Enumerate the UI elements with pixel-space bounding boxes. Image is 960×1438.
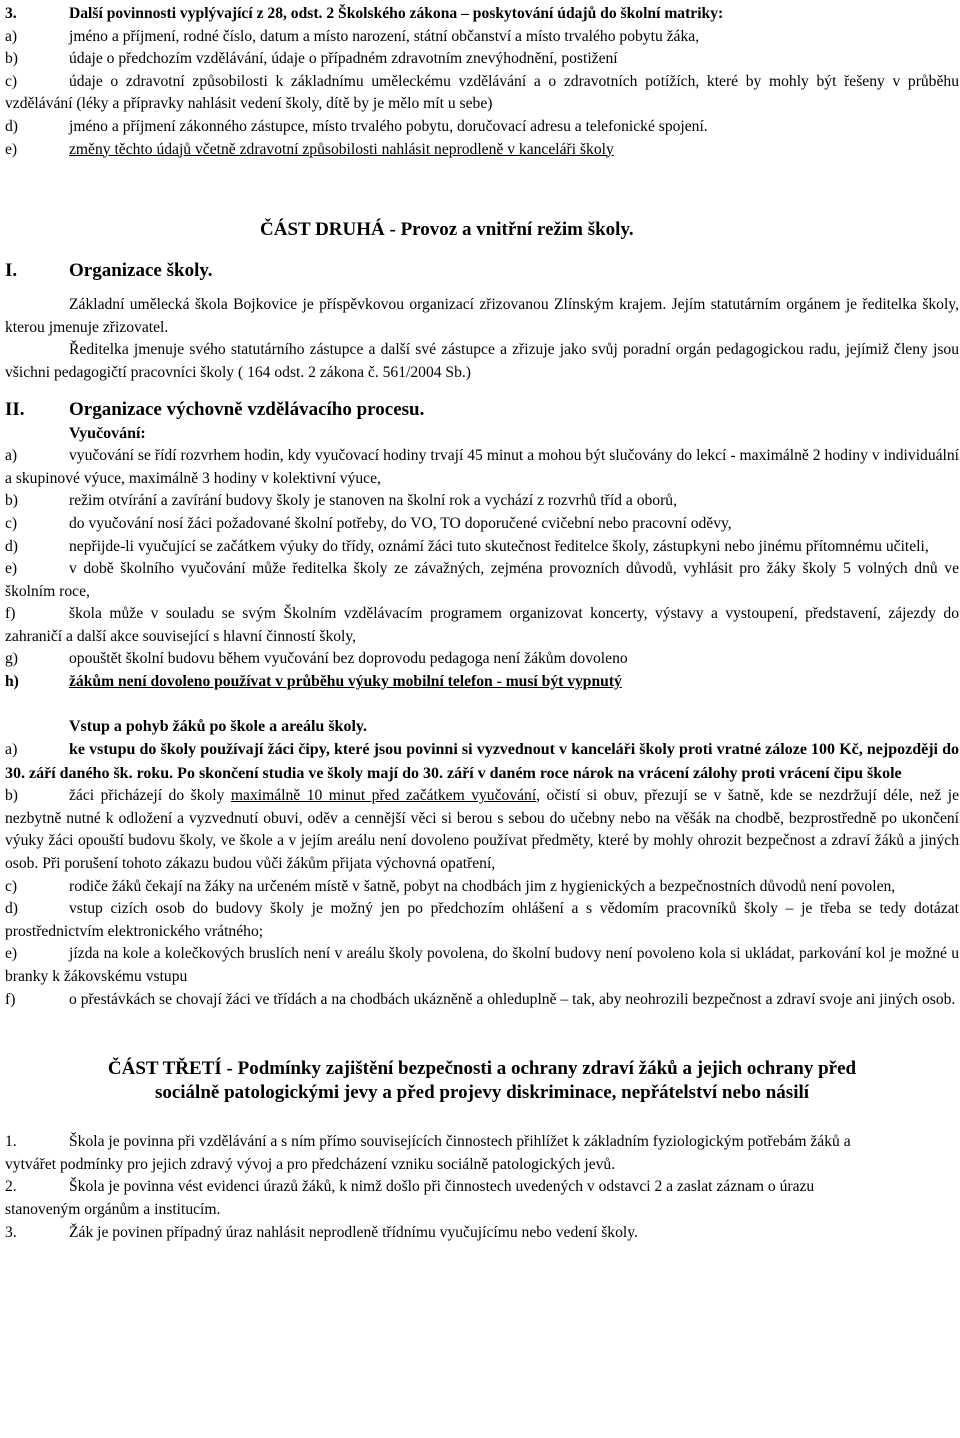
s3-item-a-text: jméno a příjmení, rodné číslo, datum a místo narození, státní občanství a místo trvalého pobytu žáka, — [69, 27, 700, 45]
vyucovani-item-1 — [5, 490, 959, 513]
part-three-title-line-2: sociálně patologickými jevy a před projevy diskriminace, nepřátelství nebo násilí — [154, 1082, 810, 1104]
s3-item-d-label: d) — [5, 117, 18, 135]
s3-item-b — [5, 48, 959, 71]
vyucovani-item-h-label: h) — [5, 673, 19, 691]
vyucovani-item-2 — [5, 513, 959, 536]
vyucovani-item-text: nepřijde-li vyučující se začátkem výuky do třídy, oznámí žáci tuto skutečnost ředitelce školy, zástupkyni nebo jinému přítomnému učiteli, — [69, 537, 929, 555]
vyucovani-title: Vyučování: — [69, 424, 146, 442]
vstup-item-text: vstup cizích osob do budovy školy je možný jen po předchozím ohlášení a s vědomím pracovníků školy – je třeba se tedy dotázat prostřednictvím elektronického vrátného; — [5, 900, 959, 940]
part-three-item-2 — [5, 1222, 959, 1245]
vyucovani-item-0 — [5, 445, 959, 490]
vyucovani-item-4 — [5, 558, 959, 603]
vyucovani-item-label: b) — [5, 492, 18, 510]
vyucovani-item-5 — [5, 603, 959, 648]
vyucovani-item-6 — [5, 648, 959, 671]
s3-item-e-text: změny těchto údajů včetně zdravotní způsobilosti nahlásit neprodleně v kanceláři školy — [69, 140, 614, 158]
vstup-item-a — [5, 738, 959, 785]
s3-item-d-text: jméno a příjmení zákonného zástupce, místo trvalého pobytu, doručovací adresu a telefonické spojení. — [69, 117, 708, 135]
part-three-item-number: 1. — [5, 1133, 17, 1151]
vyucovani-item-text: režim otvírání a zavírání budovy školy je stanoven na školní rok a vychází z rozvrhů tříd a oborů, — [69, 492, 677, 510]
vyucovani-item-label: e) — [5, 560, 18, 578]
s3-item-a-label: a) — [5, 27, 18, 45]
part-two-ii-title: Organizace výchovně vzdělávacího procesu. — [69, 398, 425, 420]
part-three-title-line-1: ČÁST TŘETÍ - Podmínky zajištění bezpečnosti a ochrany zdraví žáků a jejich ochrany před — [107, 1058, 857, 1080]
part-two-i-title: Organizace školy. — [69, 260, 213, 282]
part-two-title: ČÁST DRUHÁ - Provoz a vnitřní režim školy. — [260, 219, 634, 241]
part-three-list — [5, 1131, 959, 1244]
vyucovani-item-text: škola může v souladu se svým Školním vzdělávacím programem organizovat koncerty, výstavy a vystoupení, představení, zájezdy do zahraničí a další akce související s hlavní činností školy, — [5, 605, 959, 645]
s3-item-b-text: údaje o předchozím vzdělávání, údaje o případném zdravotním znevýhodnění, postižení — [69, 50, 618, 68]
vstup-item-b — [5, 785, 959, 875]
part-two-i-number: I. — [5, 260, 18, 282]
s3-item-a — [5, 26, 959, 49]
vyucovani-item-text: vyučování se řídí rozvrhem hodin, kdy vyučovací hodiny trvají 45 minut a mohou být slučovány do lekcí - maximálně 2 hodiny v individuální a skupinové výuce, maximálně 3 hodiny v kolektivní výuce, — [5, 447, 959, 487]
vstup-item-0 — [5, 876, 959, 899]
vstup-item-2 — [5, 943, 959, 988]
part-two-ii-heading — [5, 397, 959, 423]
part-two-paragraph-2: Ředitelka jmenuje svého statutárního zástupce a další své zástupce a zřizuje jako svůj poradní orgán pedagogickou radu, jejímiž členy jsou všichni pedagogičtí pracovníci školy ( 164 odst. 2 zákona č. 561/2004 Sb.) — [5, 341, 959, 381]
part-three-item-number: 3. — [5, 1223, 17, 1241]
vstup-item-text: rodiče žáků čekají na žáky na určeném místě v šatně, pobyt na chodbách jim z hygienických a bezpečnostních důvodů není povolen, — [69, 877, 896, 895]
s3-item-e-label: e) — [5, 140, 18, 158]
vstup-item-b-text-start: žáci přicházejí do školy — [69, 787, 231, 805]
vstup-item-label: e) — [5, 945, 18, 963]
vyucovani-item-label: a) — [5, 447, 18, 465]
vyucovani-item-h-text: žákům není dovoleno používat v průběhu výuky mobilní telefon - musí být vypnutý — [69, 673, 622, 691]
vyucovani-item-h — [5, 671, 959, 694]
vstup-item-a-label: a) — [5, 741, 18, 759]
part-three-item-1 — [5, 1176, 959, 1221]
vstup-item-b-underlined: maximálně 10 minut před začátkem vyučování — [230, 787, 537, 805]
part-three-item-text: Škola je povinna vést evidenci úrazů žáků, k nimž došlo při činnostech uvedených v odstavci 2 a zaslat záznam o úrazu stanoveným orgánům a institucím. — [5, 1178, 815, 1218]
s3-item-c-text: údaje o zdravotní způsobilosti k základnímu uměleckému vzdělávání a o zdravotních potížích, které by mohly být řešeny v průběhu vzdělávání (léky a přípravky nahlásit vedení školy, dítě by je mělo mít u sebe) — [5, 72, 959, 113]
part-two-paragraph-1: Základní umělecká škola Bojkovice je příspěvkovou organizací zřizovanou Zlínským krajem. Jejím statutárním orgánem je ředitelka školy, kterou jmenuje zřizovatel. — [5, 296, 959, 336]
vstup-item-label: d) — [5, 900, 18, 918]
part-three-item-text: Škola je povinna při vzdělávání a s ním přímo souvisejících činnostech přihlížet k základním fyziologickým potřebám žáků a vytvářet podmínky pro jejich zdravý vývoj a pro předcházení vzniku sociálně patologických jevů. — [5, 1133, 851, 1173]
vstup-item-label: c) — [5, 877, 18, 895]
vstup-item-1 — [5, 898, 959, 943]
s3-item-c-label: c) — [5, 72, 18, 90]
vstup-item-b-label: b) — [5, 787, 18, 805]
part-three-item-number: 2. — [5, 1178, 17, 1196]
part-three-item-0 — [5, 1131, 959, 1176]
s3-item-c — [5, 71, 959, 116]
vstup-title: Vstup a pohyb žáků po škole a areálu školy. — [69, 717, 368, 735]
vstup-item-3 — [5, 989, 959, 1012]
vyucovani-item-label: d) — [5, 537, 18, 555]
vstup-list — [5, 876, 959, 1012]
s3-item-b-label: b) — [5, 50, 18, 68]
vstup-item-label: f) — [5, 990, 16, 1008]
vyucovani-item-text: opouštět školní budovu během vyučování bez doprovodu pedagoga není žákům dovoleno — [69, 650, 628, 668]
vyucovani-item-3 — [5, 536, 959, 559]
vstup-item-b-text-end: , očistí si obuv, přezují se v šatně, kde se nezdržují déle, než je nezbytně nutné k odložení a vyzvednutí obuvi, oděv a cennější věci si berou s sebou do učebny nebo na věšák na chodbě, bezprostředně po ukončení výuky žáci opouští budovu školy, ve škole a v jejím areálu není dovoleno používat předměty, které by mohly ohrozit bezpečnost a zdraví žáků a jiných osob. Při porušení tohoto zákazu budou vůči žákům přijata výchovná opatření, — [5, 787, 959, 873]
part-two-ii-number: II. — [5, 398, 25, 420]
section-3-title: Další povinnosti vyplývající z 28, odst. 2 Školského zákona – poskytování údajů do školní matriky: — [69, 5, 724, 22]
section-3-number: 3. — [5, 5, 17, 22]
vstup-item-a-text: ke vstupu do školy používají žáci čipy, které jsou povinni si vyzvednout v kanceláři školy proti vratné záloze 100 Kč, nejpozději do 30. září daného šk. roku. Po skončení studia ve školy mají do 30. září v daném roce nárok na vrácení zálohy proti vrácení čipu škole — [5, 741, 959, 782]
s3-item-e — [5, 139, 959, 162]
vyucovani-item-text: v době školního vyučování může ředitelka školy ze závažných, zejména provozních důvodů, vyhlásit pro žáky školy 5 volných dnů ve školním roce, — [5, 560, 959, 600]
vyucovani-item-label: f) — [5, 605, 16, 623]
document-page — [5, 3, 959, 1244]
part-three-item-text: Žák je povinen případný úraz nahlásit neprodleně třídnímu vyučujícímu nebo vedení školy. — [69, 1223, 638, 1241]
vyucovani-item-text: do vyučování nosí žáci požadované školní potřeby, do VO, TO doporučené cvičební nebo pracovní oděvy, — [69, 514, 732, 532]
vyucovani-item-label: g) — [5, 650, 18, 668]
vyucovani-list — [5, 445, 959, 671]
s3-item-d — [5, 116, 959, 139]
part-two-i-heading — [5, 258, 959, 284]
vyucovani-item-label: c) — [5, 514, 18, 532]
section-3-heading — [5, 3, 959, 26]
vstup-item-text: o přestávkách se chovají žáci ve třídách a na chodbách ukázněně a ohleduplně – tak, aby neohrozili bezpečnost a zdraví svoje ani jiných osob. — [69, 990, 956, 1008]
vstup-item-text: jízda na kole a kolečkových bruslích není v areálu školy povolena, do školní budovy není povoleno kola si ukládat, parkování kol je možné u branky k žákovskému vstupu — [5, 945, 959, 985]
